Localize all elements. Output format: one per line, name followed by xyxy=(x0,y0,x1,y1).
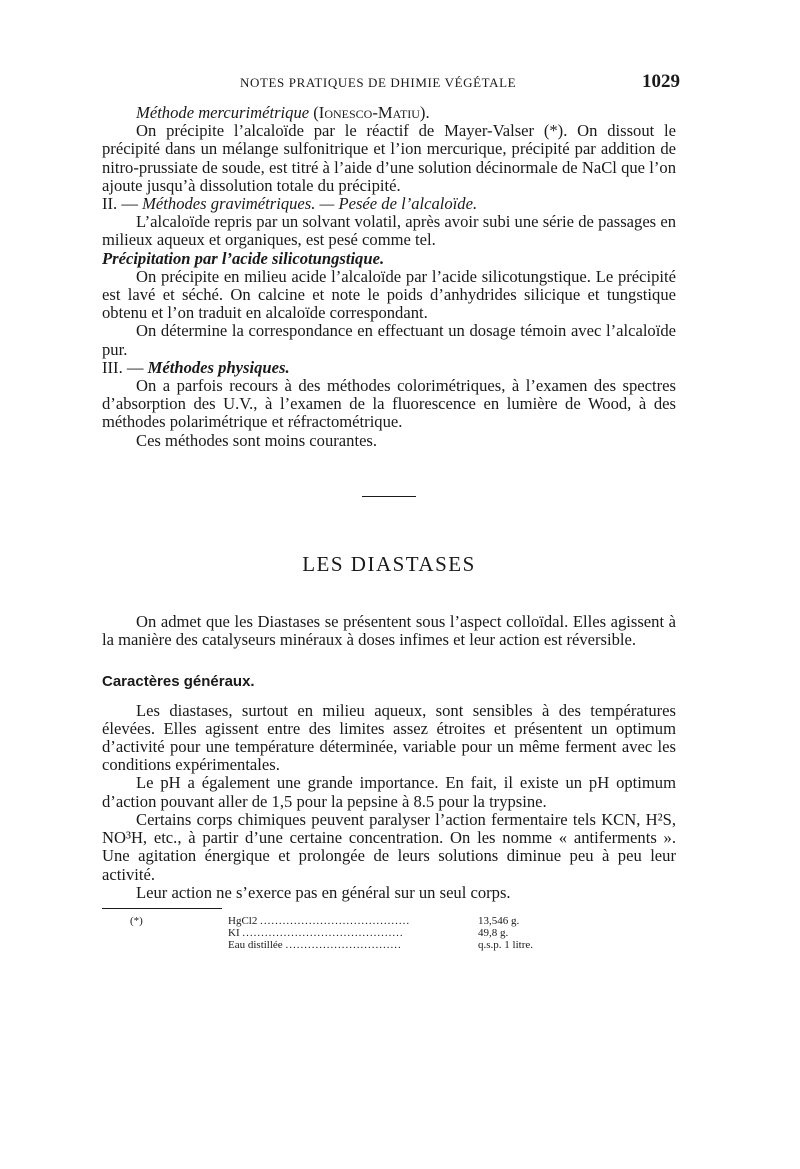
mercurimetric-paragraph: On précipite l’alcaloïde par le réactif de Mayer-Valser (*). On dissout le précipité dans un mélange sulfonitrique et l’ion mercurique, précipité par addition de nitro-prussiate de soude, est titré à l’aide d’une solution décinormale de NaCl que l’on ajoute jusqu’à dissolution totale du précipité. xyxy=(102,121,676,195)
footnote-leader-dots: ............................... xyxy=(285,938,402,951)
section-iii-number: III. — xyxy=(102,357,144,377)
section-iii-heading xyxy=(102,359,676,377)
footnote-item-value: q.s.p. 1 litre. xyxy=(478,938,533,951)
footnote-rule xyxy=(102,908,222,909)
section-ii-number: II. — xyxy=(102,194,138,214)
footnote-leader-dots: ........................................ xyxy=(260,914,411,927)
body-text xyxy=(102,104,676,951)
section-iii-paragraph-2: Ces méthodes sont moins courantes. xyxy=(136,430,378,450)
mercurimetric-heading xyxy=(102,104,676,122)
footnote-item-name: KI xyxy=(228,926,240,939)
section-ii-paragraph: L’alcaloïde repris par un solvant volatil, après avoir subi une série de passages en milieux aqueux et organiques, est pesé comme tel. xyxy=(102,212,676,250)
section-ii-title: Méthodes gravimétriques. — Pesée de l’alcaloïde. xyxy=(142,194,478,214)
footnote-row xyxy=(102,915,676,927)
running-head: NOTES PRATIQUES DE DHIMIE VÉGÉTALE xyxy=(240,75,517,90)
silico-paragraph-2: On détermine la correspondance en effectuant un dosage témoin avec l’alcaloïde pur. xyxy=(102,321,676,359)
footnote-mark: (*) xyxy=(130,914,143,927)
section-iii-title: Méthodes physiques. xyxy=(147,357,290,377)
diastases-paragraph-2: Le pH a également une grande importance. En fait, il existe un pH optimum d’action pouvant aller de 1,5 pour la pepsine à 8.5 pour la trypsine. xyxy=(102,773,676,811)
silico-paragraph-1: On précipite en milieu acide l’alcaloïde par l’acide silicotungstique. Le précipité est lavé et séché. On calcine et note le poids d’anhydrides silicique et tungstique obtenu et l’on traduit en alcaloïde correspondant. xyxy=(102,266,676,323)
footnote-leader-dots: ........................................... xyxy=(242,926,404,939)
section-separator xyxy=(362,496,416,497)
footnote-row xyxy=(102,927,676,939)
mercurimetric-title: Méthode mercurimétrique xyxy=(136,103,310,122)
footnote-item-name: HgCl2 xyxy=(228,914,258,927)
silico-title: Précipitation par l’acide silicotungstique. xyxy=(102,248,385,268)
page-number: 1029 xyxy=(642,71,680,92)
page-header xyxy=(100,71,680,95)
silico-heading xyxy=(102,250,676,268)
footnote-item-value: 49,8 g. xyxy=(478,926,509,939)
diastases-intro: On admet que les Diastases se présentent sous l’aspect colloïdal. Elles agissent à la manière des catalyseurs minéraux à doses infimes et leur action est réversible. xyxy=(102,612,676,650)
footnote-row xyxy=(102,939,676,951)
diastases-paragraph-4: Leur action ne s’exerce pas en général sur un seul corps. xyxy=(136,882,511,902)
section-title: LES DIASTASES xyxy=(302,551,476,576)
footnote-item-value: 13,546 g. xyxy=(478,914,520,927)
section-iii-paragraph: On a parfois recours à des méthodes colorimétriques, à l’examen des spectres d’absorption des U.V., à l’examen de la fluorescence en lumière de Wood, à des méthodes polarimétrique et réfractométrique. xyxy=(102,376,676,432)
diastases-paragraph-3: Certains corps chimiques peuvent paralyser l’action fermentaire tels KCN, H²S, NO³H, etc., à partir d’une certaine concentration. On les nomme « antiferments ». Une agitation énergique et prolongée de leurs solutions diminue peu à peu leur activité. xyxy=(102,809,676,884)
footnote xyxy=(102,915,676,951)
footnote-item-name: Eau distillée xyxy=(228,938,283,951)
subheading: Caractères généraux. xyxy=(102,673,255,691)
diastases-paragraph-1: Les diastases, surtout en milieu aqueux, sont sensibles à des températures élevées. Elles agissent entre des limites assez étroites et présentent un optimum d’activité pour une température déterminée, variable pour un même ferment avec les conditions expérimentales. xyxy=(102,700,676,775)
mercurimetric-authors: (Ionesco-Matiu). xyxy=(313,103,430,122)
section-ii-heading xyxy=(102,195,676,213)
